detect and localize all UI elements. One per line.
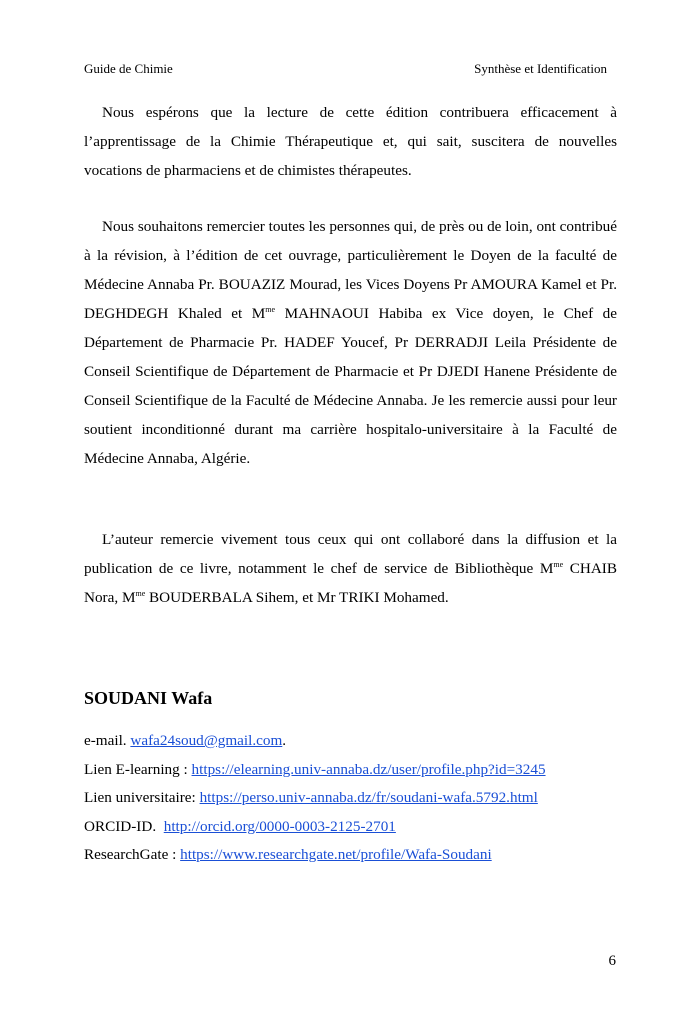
superscript-me: me	[553, 560, 564, 569]
header-left-title: Guide de Chimie	[84, 61, 173, 76]
researchgate-link[interactable]: https://www.researchgate.net/profile/Wafa-Soudani	[180, 846, 492, 863]
contact-university-row	[84, 784, 546, 813]
paragraph-acknowledgements	[84, 212, 617, 473]
contact-email-row	[84, 727, 546, 756]
university-label: Lien universitaire:	[84, 789, 200, 806]
paragraph-intro-text: Nous espérons que la lecture de cette édition contribuera efficacement à l’apprentissage de la Chimie Thérapeutique et, qui sait, suscitera de nouvelles vocations de pharmaciens et de chimistes thérapeutes.	[84, 104, 617, 179]
researchgate-label: ResearchGate :	[84, 846, 181, 863]
paragraph-thanks-text-b: CHAIB Nora, M	[84, 560, 617, 606]
university-link[interactable]: https://perso.univ-annaba.dz/fr/soudani-wafa.5792.html	[199, 789, 538, 806]
elearning-link[interactable]: https://elearning.univ-annaba.dz/user/profile.php?id=3245	[191, 760, 546, 778]
paragraph-ack-text-a: Nous souhaitons remercier toutes les personnes qui, de près ou de loin, ont contribué à la révision, à l’édition de cet ouvrage, particulièrement le Doyen de la faculté de Médecine Annaba Pr. BOUAZIZ Mourad, les Vices Doyens Pr AMOURA Kamel et Pr. DEGHDEGH Khaled et M	[84, 218, 617, 322]
superscript-me: me	[135, 589, 146, 598]
author-name: SOUDANI Wafa	[84, 688, 213, 708]
orcid-label: ORCID-ID.	[84, 817, 164, 835]
paragraph-thanks-text-a: L’auteur remercie vivement tous ceux qui ont collaboré dans la diffusion et la publication de ce livre, notamment le chef de service de Bibliothèque M	[84, 531, 617, 577]
paragraph-thanks-text-c: BOUDERBALA Sihem, et Mr TRIKI Mohamed.	[145, 589, 449, 606]
superscript-me: me	[265, 305, 276, 314]
email-link[interactable]: wafa24soud@gmail.com	[130, 732, 283, 749]
paragraph-intro	[84, 98, 617, 185]
paragraph-ack-text-b: MAHNAOUI Habiba ex Vice doyen, le Chef de Département de Pharmacie Pr. HADEF Youcef, Pr DERRADJI Leila Présidente de Conseil Scientifique de Département de Pharmacie et Pr DJEDI Hanene Présidente de Conseil Scientifique de la Faculté de Médecine Annaba. Je les remercie aussi pour leur soutient inconditionné durant ma carrière hospitalo-universitaire à la Faculté de Médecine Annaba, Algérie.	[84, 305, 618, 467]
elearning-label: Lien E-learning :	[84, 760, 192, 778]
email-label: e-mail.	[84, 732, 131, 749]
contact-list	[84, 727, 546, 870]
contact-elearning-row	[84, 756, 546, 785]
header-right-title: Synthèse et Identification	[474, 61, 607, 76]
paragraph-author-thanks	[84, 525, 617, 612]
contact-orcid-row	[84, 813, 546, 842]
page-number: 6	[608, 953, 616, 969]
contact-researchgate-row	[84, 841, 546, 870]
orcid-link[interactable]: http://orcid.org/0000-0003-2125-2701	[163, 817, 396, 835]
email-suffix: .	[282, 732, 287, 749]
